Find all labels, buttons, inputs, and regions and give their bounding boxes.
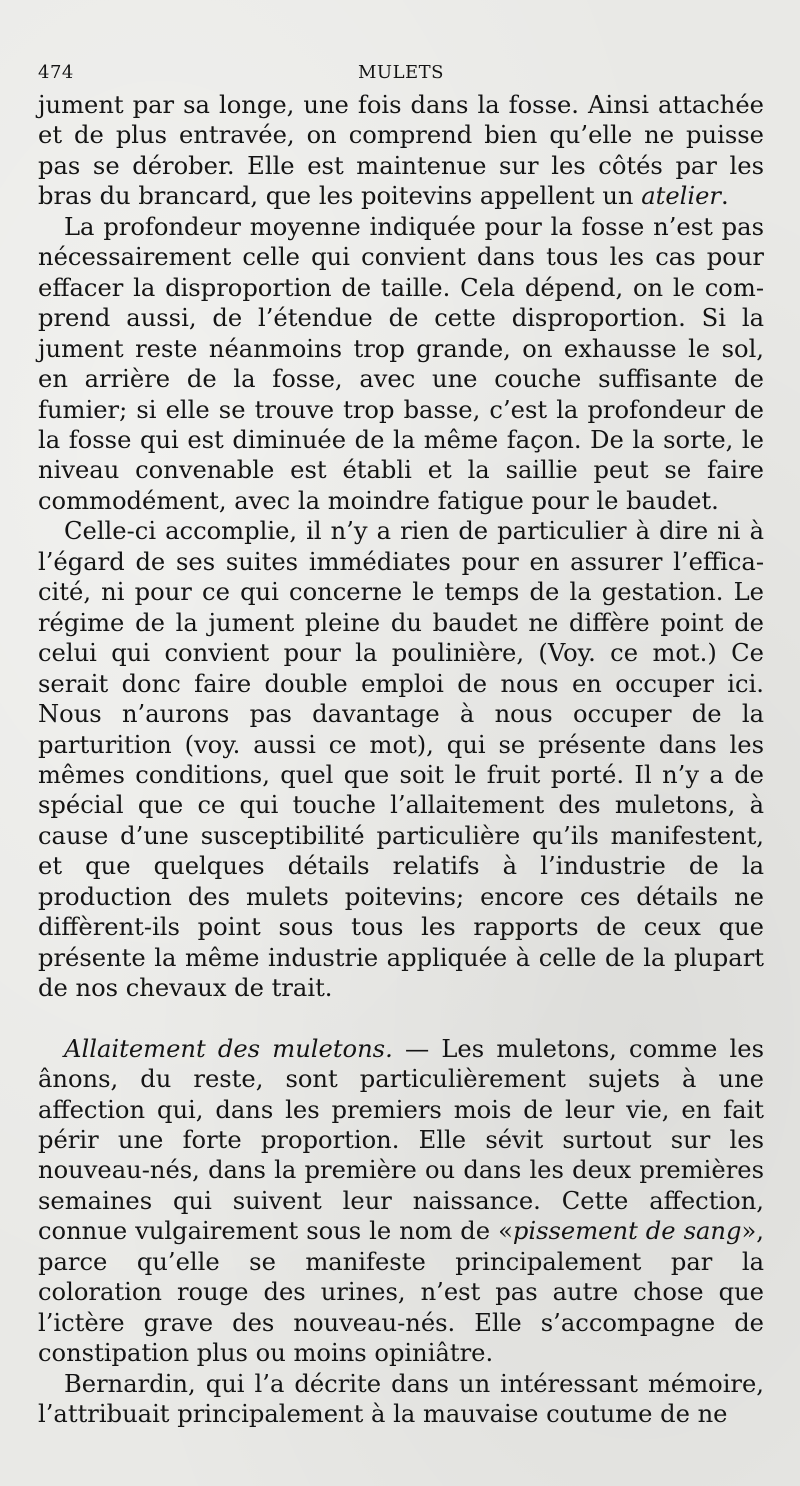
paragraph-1-end: . bbox=[721, 182, 729, 211]
running-head bbox=[38, 56, 764, 90]
page-number: 474 bbox=[38, 62, 74, 83]
body-text bbox=[38, 90, 764, 1429]
paragraph-3: Celle-ci accomplie, il n’y a rien de particulier à dire ni à l’égard de ses suites immédiates pour en assurer l’efficacité, ni pour ce qui concerne le temps de la gestation. Le régime de la jument pleine du baudet ne diffère point de celui qui convient pour la poulinière, (Voy. ce mot.) Ce serait donc faire double emploi de nous en occuper ici. Nous n’aurons pas davantage à nous occuper de la parturition (voy. aussi ce mot), qui se présente dans les mêmes conditions, quel que soit le fruit porté. Il n’y a de spécial que ce qui touche l’allaitement des muletons, à cause d’une susceptibilité particulière qu’ils manifestent, et que quelques détails relatifs à l’industrie de la production des mulets poitevins; encore ces détails ne diffèrent-ils point sous tous les rapports de ceux que présente la même industrie appliquée à celle de la plupart de nos chevaux de trait. bbox=[38, 517, 764, 1003]
paragraph-4-text-a: — Les muletons, comme les ânons, du reste, sont particulièrement sujets à une affection qui, dans les premiers mois de leur vie, en fait périr une forte proportion. Elle sévit surtout sur les nouveau-nés, dans la première ou dans les deux premières semaines qui suivent leur naissance. Cette affection, connue vulgairement sous le nom de « bbox=[38, 1034, 764, 1246]
book-page bbox=[38, 56, 764, 1476]
paragraph-5: Bernardin, qui l’a décrite dans un intéressant mémoire, l’attribuait principalement à la mauvaise coutume de ne bbox=[38, 1369, 764, 1429]
paragraph-1-italic-term: atelier bbox=[641, 182, 721, 211]
section-gap bbox=[38, 1004, 764, 1034]
paragraph-2: La profondeur moyenne indiquée pour la fosse n’est pas nécessairement celle qui convient dans tous les cas pour effacer la disproportion de taille. Cela dépend, on le comprend aussi, de l’étendue de cette disproportion. Si la jument reste néanmoins trop grande, on exhausse le sol, en arrière de la fosse, avec une couche suffisante de fumier; si elle se trouve trop basse, c’est la profondeur de la fosse qui est diminuée de la même façon. De la sorte, le niveau convenable est établi et la saillie peut se faire commodément, avec la moindre fatigue pour le baudet. bbox=[38, 212, 764, 515]
paragraph-4-text-b: », parce qu’elle se manifeste principalement par la coloration rouge des urines, n’est pas autre chose que l’ictère grave des nouveau-nés. Elle s’accompagne de constipation plus ou moins opiniâtre. bbox=[38, 1217, 764, 1368]
running-title: MULETS bbox=[357, 62, 445, 83]
paragraph-4-italic-term: pissement de sang bbox=[512, 1217, 742, 1246]
paragraph-1 bbox=[38, 90, 764, 212]
paragraph-1-text: jument par sa longe, une fois dans la fosse. Ainsi attachée et de plus entravée, on comprend bien qu’elle ne puisse pas se dérober. Elle est maintenue sur les côtés par les bras du brancard, que les poitevins appellent un bbox=[38, 91, 764, 211]
section-heading: Allaitement des muletons. bbox=[64, 1034, 393, 1063]
paragraph-4 bbox=[38, 1034, 764, 1369]
